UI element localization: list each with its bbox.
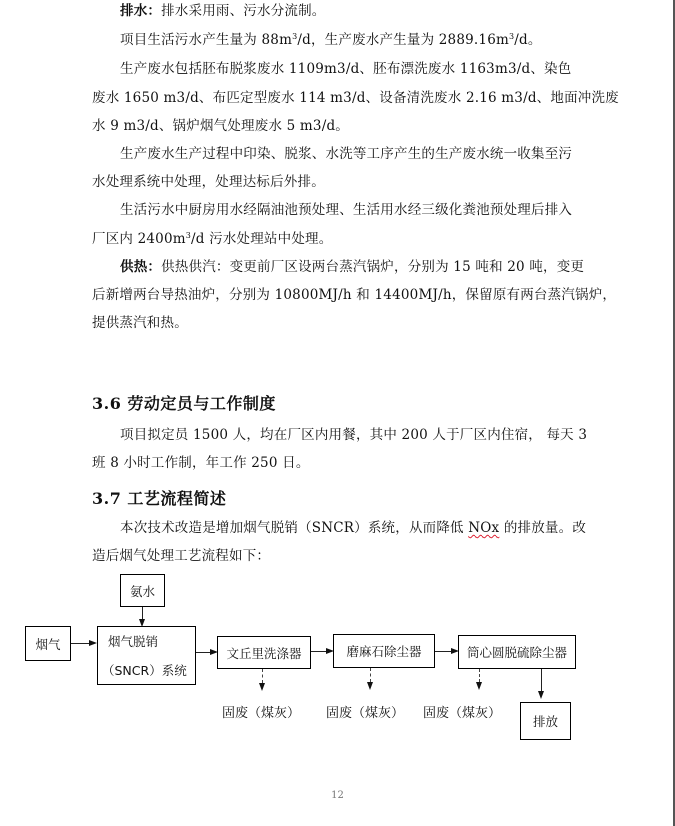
- arrow-head-down-icon: [259, 683, 265, 691]
- arrow-head-down-icon: [367, 682, 373, 690]
- section-3-7-line2: 造后烟气处理工艺流程如下：: [92, 548, 271, 564]
- arrow-discharge-line: [541, 669, 542, 691]
- section-heading-3-7: 3.7 工艺流程简述: [92, 489, 227, 508]
- waste-label-concentric: 固废（煤灰）: [423, 706, 502, 721]
- waste-label-venturi: 固废（煤灰）: [222, 706, 301, 721]
- arrow-flue-gas-line: [71, 643, 89, 644]
- arrow-head-down-icon: [538, 691, 544, 699]
- waste-label-granite: 固废（煤灰）: [326, 706, 405, 721]
- box-discharge: 排放: [520, 702, 571, 740]
- dashed-arrow-concentric-line: [479, 669, 480, 682]
- paragraph-domestic-line2: 厂区内 $2400m^3/d$ 污水处理站中处理。: [92, 231, 333, 247]
- paragraph-domestic-line1: 生活污水中厨房用水经隔油池预处理、生活用水经三级化粪池预处理后排入: [120, 202, 573, 218]
- box-ammonia: 氨水: [120, 574, 165, 607]
- section-3-7-line1: 本次技术改造是增加烟气脱销（SNCR）系统，从而降低 NOx 的排放量。改: [120, 520, 587, 536]
- paragraph-heating-line2: 后新增两台导热油炉，分别为 10800MJ/h 和 14400MJ/h，保留原有两台蒸汽锅炉，: [92, 287, 617, 303]
- paragraph-production-wastewater-line1: 生产废水包括胚布脱浆废水 1109m3/d、胚布漂洗废水 1163m3/d、染色: [120, 61, 572, 77]
- paragraph-treatment-line2: 水处理系统中处理，处理达标后外排。: [92, 174, 325, 190]
- dashed-arrow-venturi-line: [262, 669, 263, 683]
- arrow-granite-line: [435, 651, 451, 652]
- paragraph-drainage: 排水：排水采用雨、污水分流制。: [120, 3, 326, 19]
- paragraph-treatment-line1: 生产废水生产过程中印染、脱浆、水洗等工序产生的生产废水统一收集至污: [120, 146, 573, 162]
- box-flue-gas: 烟气: [25, 626, 71, 661]
- dashed-arrow-granite-line: [370, 668, 371, 682]
- arrow-head-right-icon: [89, 640, 97, 646]
- box-sncr-system: 烟气脱销 （SNCR）系统: [97, 626, 196, 685]
- paragraph-wastewater-volume: 项目生活污水产生量为 $88m^3/d$，生产废水产生量为 $2889.16m^3/d$。: [120, 32, 542, 48]
- section-heading-3-6: 3.6 劳动定员与工作制度: [92, 394, 276, 413]
- arrow-ammonia-line: [142, 607, 143, 619]
- section-3-6-line1: 项目拟定员 1500 人，均在厂区内用餐，其中 200 人于厂区内住宿， 每天 3: [120, 427, 588, 443]
- label-heating: 供热：: [120, 259, 162, 275]
- arrow-sncr-line: [196, 652, 210, 653]
- paragraph-heating-line1: 供热：供热供汽：变更前厂区设两台蒸汽锅炉，分别为 15 吨和 20 吨，变更: [120, 259, 585, 275]
- arrow-venturi-line: [311, 651, 326, 652]
- arrow-head-down-icon: [476, 682, 482, 690]
- paragraph-heating-line3: 提供蒸汽和热。: [92, 315, 188, 331]
- box-granite-dust-collector: 磨麻石除尘器: [333, 634, 435, 668]
- page-number: 12: [331, 790, 344, 801]
- label-drainage: 排水：: [120, 3, 162, 19]
- spellcheck-flagged-word[interactable]: NOx: [468, 520, 500, 536]
- box-concentric-desulfurizer: 筒心圆脱硫除尘器: [458, 635, 576, 669]
- section-3-6-line2: 班 8 小时工作制，年工作 250 日。: [92, 455, 310, 471]
- paragraph-production-wastewater-line2: 废水 1650 m3/d、布匹定型废水 114 m3/d、设备清洗废水 2.16 m3/d、地面冲洗废: [92, 90, 619, 106]
- paragraph-production-wastewater-line3: 水 9 m3/d、锅炉烟气处理废水 5 m3/d。: [92, 118, 350, 134]
- box-venturi-scrubber: 文丘里洗涤器: [217, 636, 311, 669]
